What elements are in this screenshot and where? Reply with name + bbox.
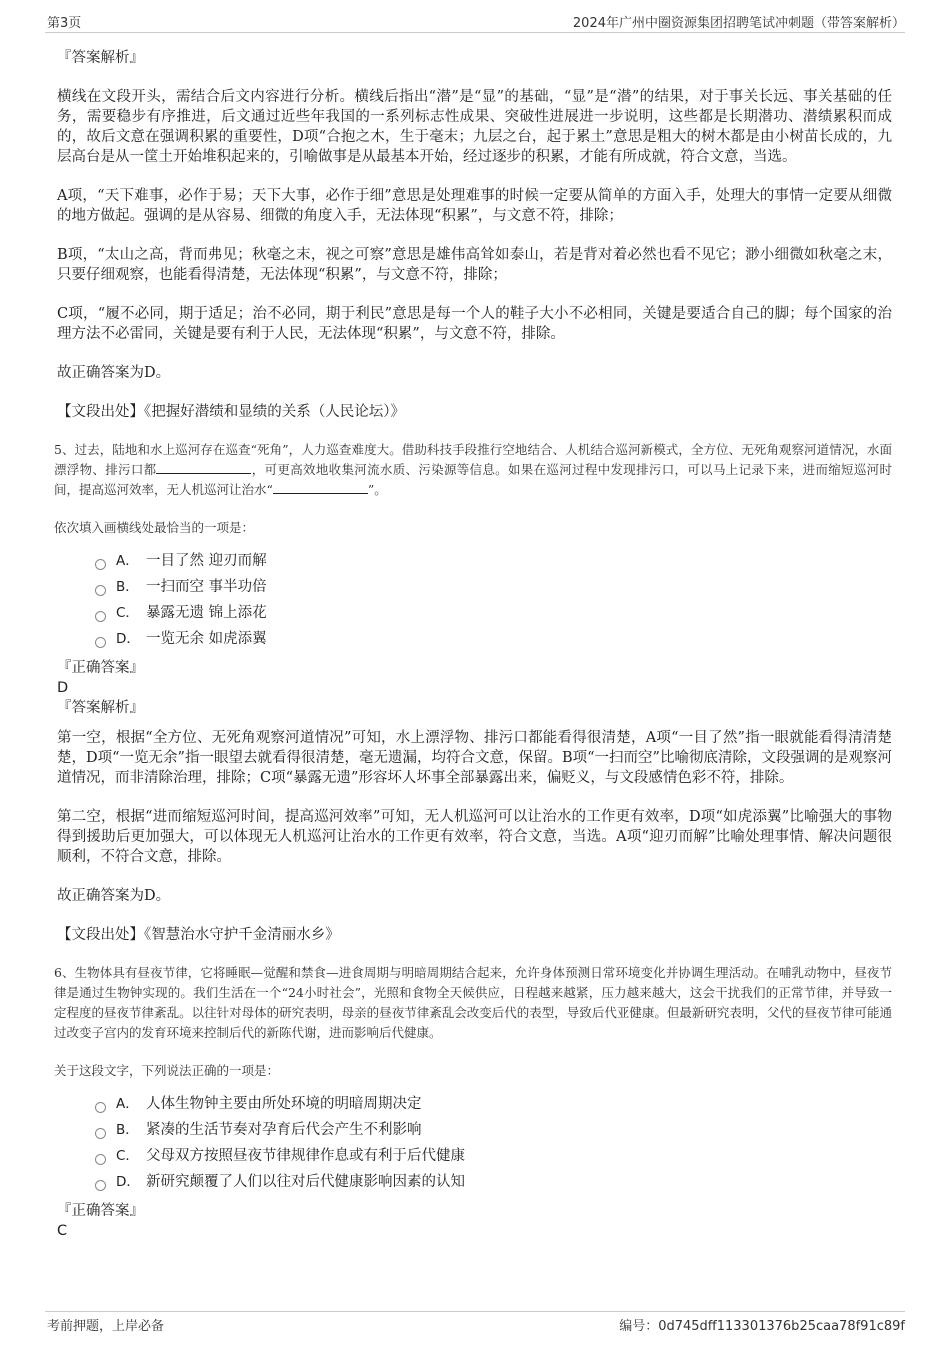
q6-stem: 6、生物体具有昼夜节律，它将睡眠—觉醒和禁食—进食周期与明暗周期结合起来，允许身体预测日常环境变化并协调生理活动。在哺乳动物中，昼夜节律是通过生物钟实现的。我们生活在一个“24小时社会”，光照和食物全天候供应，日程越来越紧，压力越来越大，这会干扰我们的正常节律，并导致一定程度的昼夜节律紊乱。以往针对母体的研究表明，母亲的昼夜节律紊乱会改变后代的表型，导致后代亚健康。但最新研究表明，父代的昼夜节律可能通过改变子宫内的发育环境来控制后代的新陈代谢，进而影响后代健康。 bbox=[54, 965, 892, 1040]
q6-option-d[interactable]: D． 新研究颠覆了人们以往对后代健康影响因素的认知 bbox=[95, 1169, 892, 1195]
q5-analysis-label: 『答案解析』 bbox=[57, 700, 144, 716]
document-code: 编号：0d745dff113301376b25caa78f91c89f bbox=[619, 1319, 905, 1334]
q5-option-a[interactable]: A． 一目了然 迎刃而解 bbox=[95, 548, 892, 574]
q6-answer-label: 『正确答案』 bbox=[57, 1203, 144, 1219]
q5-answer: D bbox=[57, 680, 69, 696]
q5-analysis-para-1: 第一空，根据“全方位、无死角观察河道情况”可知，水上漂浮物、排污口都能看得很清楚，A项“一目了然”指一眼就能看得清清楚楚，D项“一览无余”指一眼望去就看得很清楚，毫无遗漏，均符合文意，保留。B项“一扫而空”比喻彻底清除，文段强调的是观察河道情况，而非清除治理，排除；C项“暴露无遗”形容坏人坏事全部暴露出来，偏贬义，与文段感情色彩不符，排除。 bbox=[57, 730, 892, 786]
footer-divider bbox=[45, 1311, 905, 1312]
q4-source: 【文段出处】《把握好潜绩和显绩的关系（人民论坛）》 bbox=[57, 404, 405, 420]
radio-icon[interactable] bbox=[95, 1180, 106, 1191]
footer-note: 考前押题，上岸必备 bbox=[47, 1319, 165, 1334]
q5-stem-part-1: 5、过去，陆地和水上巡河存在巡查“死角”，人力巡查难度大。借助科技手段推行空地结合、人机结合巡河新模式，全方位、无死角观察河道情况，水面漂浮物、排污口都 bbox=[54, 442, 892, 477]
header-divider bbox=[45, 32, 905, 33]
q6-prompt: 关于这段文字，下列说法正确的一项是： bbox=[54, 1063, 280, 1078]
q4-analysis-para-4: C项，“履不必同，期于适足；治不必同，期于利民”意思是每一个人的鞋子大小不必相同，关键是要适合自己的脚；每个国家的治理方法不必雷同，关键是要有利于人民，无法体现“积累”，与文意不符，排除。 bbox=[57, 306, 892, 342]
q5-blank-1 bbox=[156, 461, 251, 474]
q4-analysis-para-2: A项，“天下难事，必作于易；天下大事，必作于细”意思是处理难事的时候一定要从简单的方面入手，处理大的事情一定要从细微的地方做起。强调的是从容易、细微的角度入手，无法体现“积累”，与文意不符，排除； bbox=[57, 188, 892, 224]
q5-option-c[interactable]: C． 暴露无遗 锦上添花 bbox=[95, 600, 892, 626]
radio-icon[interactable] bbox=[95, 637, 106, 648]
q5-source: 【文段出处】《智慧治水守护千金清丽水乡》 bbox=[57, 927, 340, 943]
radio-icon[interactable] bbox=[95, 1128, 106, 1139]
q5-stem bbox=[54, 440, 892, 500]
q4-analysis-para-3: B项，“太山之高，背而弗见；秋毫之末，视之可察”意思是雄伟高耸如泰山，若是背对着必然也看不见它；渺小细微如秋毫之末，只要仔细观察，也能看得清楚，无法体现“积累”，与文意不符，排除； bbox=[57, 247, 892, 283]
q4-analysis-label: 『答案解析』 bbox=[57, 50, 144, 66]
q6-option-c[interactable]: C． 父母双方按照昼夜节律规律作息或有利于后代健康 bbox=[95, 1143, 892, 1169]
q6-options bbox=[57, 1091, 892, 1195]
radio-icon[interactable] bbox=[95, 611, 106, 622]
document-title: 2024年广州中圈资源集团招聘笔试冲刺题（带答案解析） bbox=[572, 16, 905, 31]
q6-option-b[interactable]: B． 紧凑的生活节奏对孕育后代会产生不利影响 bbox=[95, 1117, 892, 1143]
page-number: 第3页 bbox=[47, 16, 82, 31]
q5-analysis-para-2: 第二空，根据“进而缩短巡河时间，提高巡河效率”可知，无人机巡河可以让治水的工作更有效率，D项“如虎添翼”比喻强大的事物得到援助后更加强大，可以体现无人机巡河让治水的工作更有效率，符合文意，当选。A项“迎刃而解”比喻处理事情、解决问题很顺利，不符合文意，排除。 bbox=[57, 809, 892, 865]
q6-option-a[interactable]: A． 人体生物钟主要由所处环境的明暗周期决定 bbox=[95, 1091, 892, 1117]
radio-icon[interactable] bbox=[95, 559, 106, 570]
radio-icon[interactable] bbox=[95, 1102, 106, 1113]
q5-stem-part-2: ，可更高效地收集河流水质、污染源等信息。如果在巡河过程中发现排污口，可以马上记录下来，进而缩短巡河时间，提高巡河效率，无人机巡河让治水“ bbox=[54, 462, 892, 497]
radio-icon[interactable] bbox=[95, 1154, 106, 1165]
q5-option-d[interactable]: D． 一览无余 如虎添翼 bbox=[95, 626, 892, 652]
q5-option-b[interactable]: B． 一扫而空 事半功倍 bbox=[95, 574, 892, 600]
q5-options bbox=[57, 548, 892, 652]
q5-conclusion: 故正确答案为D。 bbox=[57, 888, 171, 904]
q5-stem-part-3: ”。 bbox=[367, 482, 387, 497]
q5-prompt: 依次填入画横线处最恰当的一项是： bbox=[54, 520, 255, 535]
q4-analysis-para-1: 横线在文段开头，需结合后文内容进行分析。横线后指出“潜”是“显”的基础，“显”是“潜”的结果，对于事关长远、事关基础的任务，需要稳步有序推进，后文通过近些年我国的一系列标志性成果、突破性进展进一步说明，这些都是长期潜功、潜绩累积而成的，故后文意在强调积累的重要性，D项“合抱之木，生于毫末；九层之台，起于累土”意思是粗大的树木都是由小树苗长成的，九层高台是从一筐土开始堆积起来的，引喻做事是从最基本开始，经过逐步的积累，才能有所成就，符合文意，当选。 bbox=[57, 89, 892, 165]
q5-blank-2 bbox=[273, 481, 368, 494]
radio-icon[interactable] bbox=[95, 585, 106, 596]
document-body bbox=[54, 44, 892, 1241]
q4-conclusion: 故正确答案为D。 bbox=[57, 365, 171, 381]
q5-answer-label: 『正确答案』 bbox=[57, 660, 144, 676]
q6-answer: C bbox=[57, 1223, 68, 1239]
